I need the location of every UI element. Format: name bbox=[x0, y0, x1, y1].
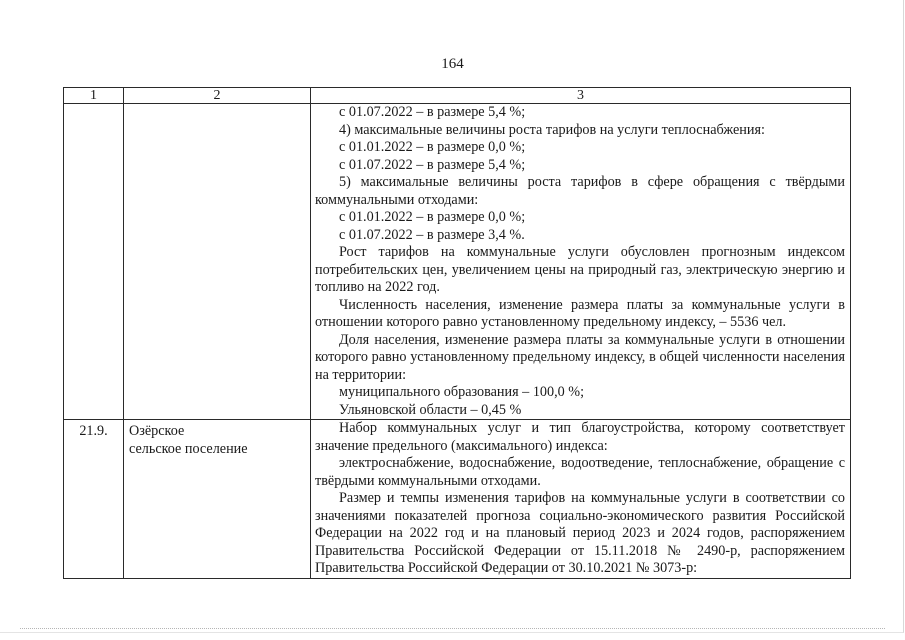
paragraph: муниципального образования – 100,0 %; bbox=[339, 384, 585, 400]
table-row bbox=[64, 104, 851, 420]
paragraph: Размер и темпы изменения тарифов на коммунальные услуги в соответствии со значениями показателей прогноза социально-экономического развития Российской Федерации на 2022 год и на плановый период 2023 и 2024 годов, распоряжением Правительства Российской Федерации от 15.11.2018 № 2490-р, распоряжением Правительства Российской Федерации от 30.10.2021 № 3073-р: bbox=[315, 490, 845, 576]
paragraph: Рост тарифов на коммунальные услуги обусловлен прогнозным индексом потребительских цен, увеличением цены на природный газ, электрическую энергию и топливо на 2022 год. bbox=[315, 244, 845, 295]
table-header-row bbox=[64, 88, 851, 104]
paragraph: с 01.01.2022 – в размере 0,0 %; bbox=[339, 139, 526, 155]
settlement-name-line: сельское поселение bbox=[129, 440, 248, 457]
paragraph: Доля населения, изменение размера платы за коммунальные услуги в отношении которого равно установленному предельному индексу, в общей численности населения на территории: bbox=[315, 331, 845, 383]
row-number-cell: 21.9. bbox=[64, 420, 124, 579]
row-number-cell bbox=[64, 104, 124, 420]
description-cell bbox=[311, 420, 851, 579]
paragraph: с 01.07.2022 – в размере 3,4 %. bbox=[339, 226, 525, 243]
description-cell bbox=[311, 104, 851, 420]
paragraph: Ульяновской области – 0,45 % bbox=[339, 401, 522, 418]
paragraph: с 01.07.2022 – в размере 5,4 %; bbox=[339, 104, 526, 120]
column-header-1: 1 bbox=[64, 88, 124, 104]
paragraph: электроснабжение, водоснабжение, водоотведение, теплоснабжение, обращение с твёрдыми коммунальными отходами. bbox=[315, 455, 845, 489]
settlement-name-cell bbox=[124, 420, 311, 579]
paragraph: с 01.01.2022 – в размере 0,0 %; bbox=[339, 209, 526, 225]
column-header-3: 3 bbox=[311, 88, 851, 104]
tariff-table bbox=[63, 87, 851, 579]
paragraph: Численность населения, изменение размера платы за коммунальные услуги в отношении которого равно установленному предельному индексу, – 5536 чел. bbox=[315, 296, 845, 330]
paragraph: 5) максимальные величины роста тарифов в сфере обращения с твёрдыми коммунальными отходами: bbox=[315, 174, 845, 208]
scan-edge-line bbox=[20, 628, 885, 629]
settlement-name-cell bbox=[124, 104, 311, 420]
column-header-2: 2 bbox=[124, 88, 311, 104]
page-number: 164 bbox=[441, 56, 464, 72]
table-row bbox=[64, 420, 851, 579]
paragraph: Набор коммунальных услуг и тип благоустройства, которому соответствует значение предельного (максимального) индекса: bbox=[315, 420, 845, 454]
paragraph: 4) максимальные величины роста тарифов на услуги теплоснабжения: bbox=[339, 121, 765, 138]
paragraph: с 01.07.2022 – в размере 5,4 %; bbox=[339, 156, 526, 173]
settlement-name-line: Озёрское bbox=[129, 423, 185, 439]
